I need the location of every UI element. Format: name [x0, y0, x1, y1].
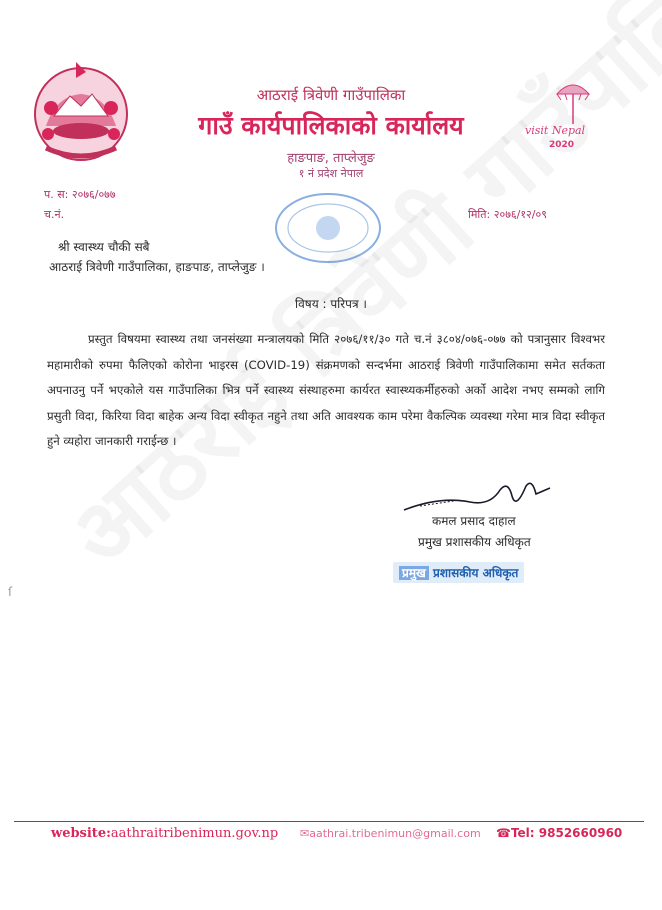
footer-divider: [14, 821, 644, 822]
office-location: हाङपाङ, ताप्लेजुङ: [287, 151, 375, 166]
signatory-title: प्रमुख प्रशासकीय अधिकृत: [418, 535, 531, 549]
designation-stamp-rest: प्रशासकीय अधिकृत: [428, 566, 519, 580]
website-url[interactable]: aathraitribenimun.gov.np: [110, 826, 279, 841]
visit-nepal-year: 2020: [549, 140, 575, 150]
office-title: गाउँ कार्यपालिकाको कार्यालय: [198, 111, 464, 140]
footer-telephone[interactable]: ☎Tel: 9852660960: [496, 826, 623, 840]
reference-number: प. स: २०७६/०७७: [44, 188, 116, 201]
designation-stamp: [393, 562, 524, 583]
dispatch-number: च.नं.: [44, 208, 65, 221]
visit-nepal-text: visit Nepal: [525, 124, 586, 137]
signature-icon: [400, 476, 560, 516]
recipient-line-2: आठराई त्रिवेणी गाउँपालिका, हाङपाङ, ताप्लेजुङ ।: [49, 260, 265, 274]
footer-email[interactable]: ✉aathrai.tribenimun@gmail.com: [300, 827, 481, 840]
letter-date: मिति: २०७६/१२/०९: [468, 208, 547, 221]
signatory-name: कमल प्रसाद दाहाल: [432, 514, 516, 528]
website-label: website:: [51, 826, 111, 841]
subject-line: विषय : परिपत्र ।: [295, 297, 367, 311]
footer-website[interactable]: [51, 826, 278, 841]
recipient-line-1: श्री स्वास्थ्य चौकी सबै: [58, 240, 150, 254]
letter-body: प्रस्तुत विषयमा स्वास्थ्य तथा जनसंख्या मन्त्रालयको मिति २०७६/११/३० गते च.नं ३८०४/०७६-०७७ को पत्रानुसार विश्वभर महामारीको रुपमा फैलिएको कोरोना भाइरस (COVID-19) संक्रमणको सन्दर्भमा आठराई त्रिवेणी गाउँपालिकामा समेत सर्तकता अपनाउनु पर्ने भएकोले यस गाउँपालिका भित्र पर्ने स्वास्थ्य संस्थाहरुमा कार्यरत स्वास्थ्यकर्मीहरुको अर्को आदेश नभए सम्मको लागि प्रसुती विदा, किरिया विदा बाहेक अन्य विदा स्वीकृत नहुने तथा अति आवश्यक काम परेमा वैकल्पिक व्यवस्था गरेमा मात्र विदा स्वीकृत हुने व्यहोरा जानकारी गराईन्छ ।: [47, 332, 605, 448]
designation-stamp-lead: प्रमुख: [399, 566, 429, 580]
office-stamp-icon: [268, 188, 388, 268]
municipality-name: आठराई त्रिवेणी गाउँपालिका: [256, 86, 406, 104]
margin-mark: ſ: [8, 585, 13, 599]
province-line: १ नं प्रदेश नेपाल: [298, 167, 364, 180]
